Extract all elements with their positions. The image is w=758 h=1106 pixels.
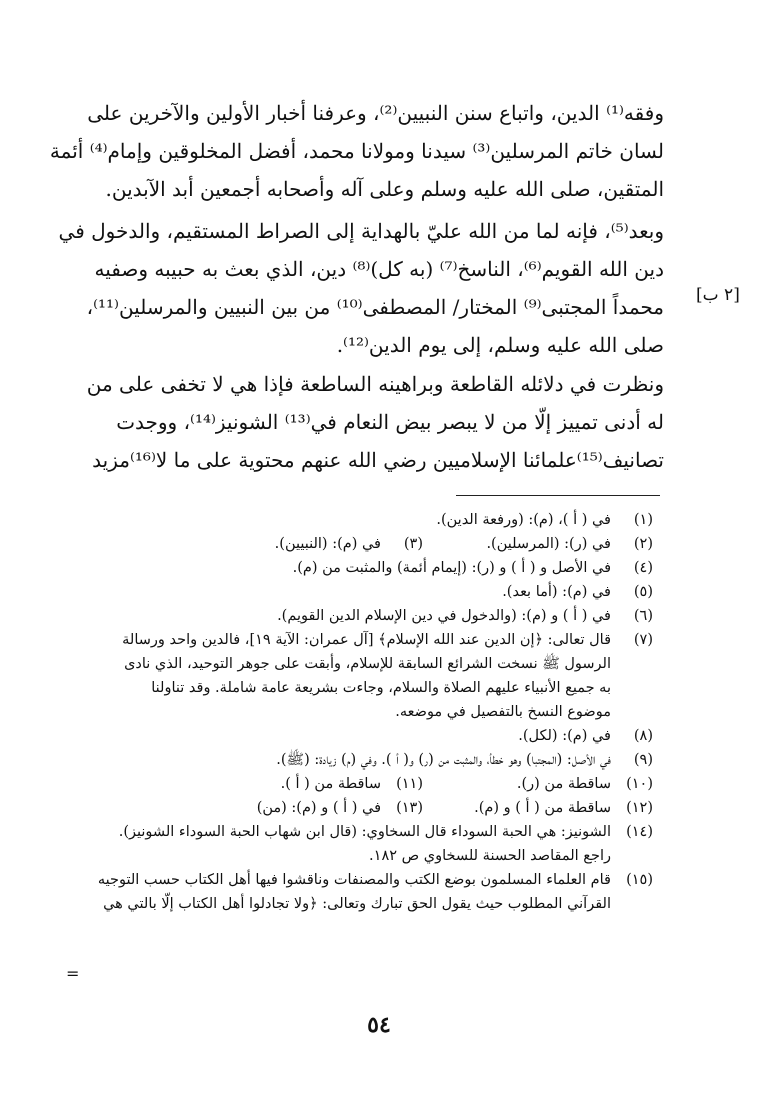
paragraph-1: [49, 94, 664, 208]
text-line: صلى الله عليه وسلم، إلى يوم الدين⁽¹²⁾.: [336, 333, 664, 357]
text-line: ونظرت في دلائله القاطعة وبراهينه الساطعة فإذا هي لا تخفى على من: [86, 372, 664, 396]
footnote-10-11: (١٠)ساقطة من (ر). (١١)ساقطة من ( أ ).: [280, 776, 653, 792]
footnote-7-cont: موضوع النسخ بالتفصيل في موضعه.: [395, 704, 611, 720]
footnote-14-cont: راجع المقاصد الحسنة للسخاوي ص ١٨٢.: [369, 848, 611, 864]
text-line: وفقه⁽¹⁾ الدين، واتباع سنن النبيين⁽²⁾، وعرفنا أخبار الأولين والآخرين على: [87, 101, 664, 125]
paragraph-2: [58, 212, 664, 364]
footnote-15: (١٥)قام العلماء المسلمون بوضع الكتب والمصنفات وناقشوا فيها أهل الكتاب حسب التوجيه: [97, 872, 653, 888]
text-line: تصانيف⁽¹⁵⁾علمائنا الإسلاميين رضي الله عنهم محتوية على ما لا⁽¹⁶⁾مزيد: [92, 448, 664, 472]
text-line: محمداً المجتبى⁽⁹⁾ المختار/ المصطفى⁽¹⁰⁾ من بين النبيين والمرسلين⁽¹¹⁾،: [86, 295, 664, 319]
footnote-7: (٧)قال تعالى: ﴿إن الدين عند الله الإسلام﴾ [آل عمران: الآية ١٩]، فالدين واحد ورسالة: [122, 632, 653, 648]
footnote-divider: [456, 495, 660, 496]
footnote-1: (١)في ( أ )، (م): (ورفعة الدين).: [436, 512, 653, 528]
footnote-8: (٨)في (م): (لكل).: [518, 728, 653, 744]
text-line: لسان خاتم المرسلين⁽³⁾ سيدنا ومولانا محمد، أفضل المخلوقين وإمام⁽⁴⁾ أئمة: [49, 139, 664, 163]
footnote-9: (٩)في الأصل: (المجتبا) وهو خطأ، والمثبت من (ر) و( أ ). وفي (م) زيادة: (ﷺ).: [276, 752, 653, 768]
margin-folio-note: [٢ ب]: [696, 285, 740, 305]
footnote-6: (٦)في ( أ ) و (م): (والدخول في دين الإسلام الدين القويم).: [277, 608, 653, 624]
text-line: المتقين، صلى الله عليه وسلم وعلى آله وأصحابه أجمعين أبد الآبدين.: [105, 177, 664, 201]
footnote-14: (١٤)الشونيز: هي الحبة السوداء قال السخاوي: (قال ابن شهاب الحبة السوداء الشونيز).: [118, 824, 653, 840]
footnote-5: (٥)في (م): (أما بعد).: [502, 584, 653, 600]
footnotes: [93, 508, 653, 916]
continued-mark: =: [66, 964, 80, 983]
footnote-15-cont: القرآني المطلوب حيث يقول الحق تبارك وتعالى: ﴿ولا تجادلوا أهل الكتاب إلّا بالتي هي: [103, 896, 611, 912]
footnote-7-cont: به جميع الأنبياء عليهم الصلاة والسلام، وجاءت بشريعة عامة شاملة. وقد تناولنا: [151, 680, 611, 696]
footnote-2-3: (٢)في (ر): (المرسلين). (٣)في (م): (النبيين).: [274, 536, 653, 552]
text-line: له أدنى تمييز إلّا من لا يبصر بيض النعام في⁽¹³⁾ الشونيز⁽¹⁴⁾، ووجدت: [116, 410, 664, 434]
paragraph-3: [86, 365, 664, 479]
footnote-7-cont: الرسول ﷺ نسخت الشرائع السابقة للإسلام، وأبقت على جوهر التوحيد، الذي نادى: [124, 656, 611, 672]
page-number: ٥٤: [367, 1012, 391, 1038]
footnote-12-13: (١٢)ساقطة من ( أ ) و (م). (١٣)في ( أ ) و (م): (من): [256, 800, 653, 816]
text-line: وبعد⁽⁵⁾، فإنه لما من الله عليّ بالهداية إلى الصراط المستقيم، والدخول في: [58, 219, 664, 243]
text-line: دين الله القويم⁽⁶⁾، الناسخ⁽⁷⁾ (به كل)⁽⁸⁾ دين، الذي بعث به حبيبه وصفيه: [94, 257, 664, 281]
footnote-4: (٤)في الأصل و ( أ ) و (ر): (إيمام أئمة) والمثبت من (م).: [292, 560, 653, 576]
